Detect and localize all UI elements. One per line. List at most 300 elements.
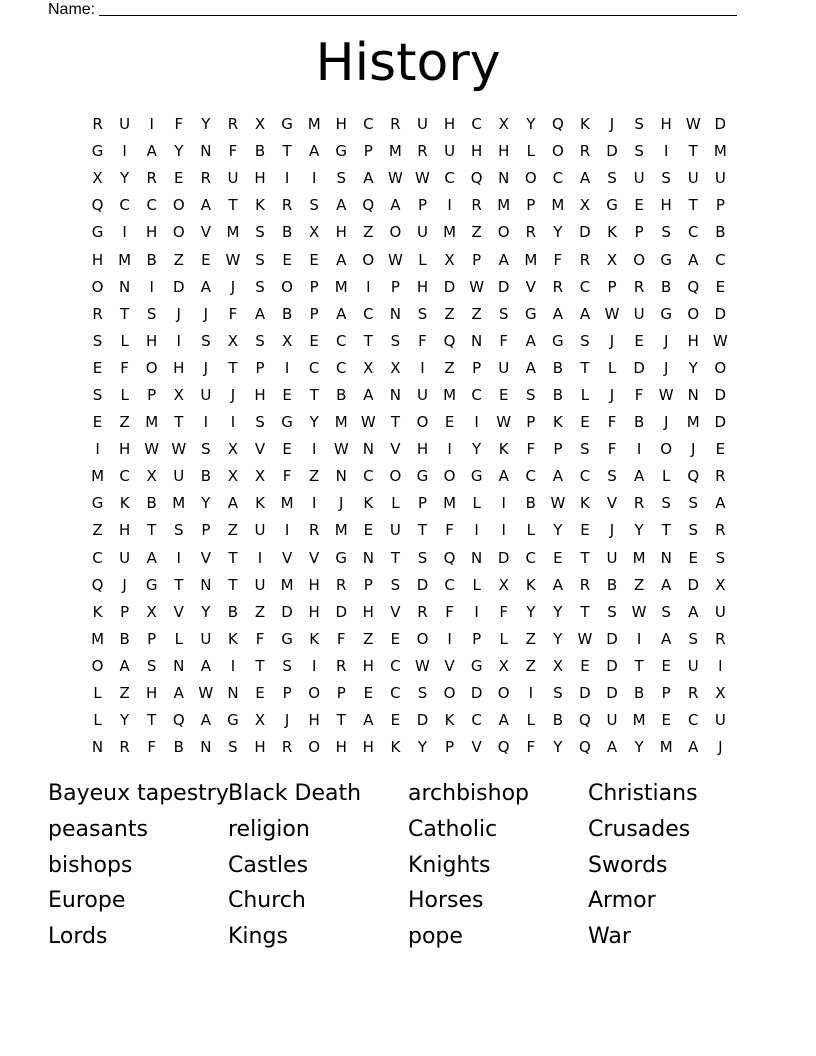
grid-letter[interactable]: L	[174, 629, 183, 648]
grid-letter[interactable]: P	[607, 277, 617, 296]
grid-letter[interactable]: C	[471, 385, 482, 404]
grid-letter[interactable]: W	[360, 413, 376, 432]
grid-letter[interactable]: K	[119, 494, 130, 513]
grid-letter[interactable]: T	[309, 385, 319, 404]
grid-letter[interactable]: L	[526, 521, 535, 540]
grid-letter[interactable]: I	[501, 494, 506, 513]
grid-letter[interactable]: J	[663, 331, 669, 350]
grid-letter[interactable]: L	[120, 385, 129, 404]
grid-letter[interactable]: R	[471, 196, 482, 215]
grid-letter[interactable]: I	[203, 413, 209, 432]
grid-letter[interactable]: H	[335, 223, 347, 242]
grid-letter[interactable]: C	[119, 196, 130, 215]
grid-letter[interactable]: X	[173, 385, 184, 404]
grid-letter[interactable]: S	[417, 548, 428, 567]
grid-letter[interactable]: R	[92, 115, 103, 134]
grid-letter[interactable]: S	[661, 169, 671, 188]
grid-letter[interactable]: R	[579, 250, 591, 269]
grid-letter[interactable]: V	[390, 440, 401, 459]
grid-letter[interactable]: S	[580, 440, 590, 459]
grid-letter[interactable]: B	[633, 684, 645, 703]
grid-letter[interactable]: M	[632, 548, 646, 567]
grid-letter[interactable]: S	[390, 575, 401, 594]
grid-letter[interactable]: X	[715, 684, 726, 703]
grid-letter[interactable]: I	[528, 684, 533, 703]
grid-letter[interactable]: H	[362, 656, 374, 675]
grid-letter[interactable]: R	[146, 169, 157, 188]
grid-letter[interactable]: W	[604, 304, 620, 323]
grid-letter[interactable]: K	[390, 738, 401, 757]
grid-letter[interactable]: W	[469, 277, 485, 296]
grid-letter[interactable]: P	[715, 196, 725, 215]
grid-letter[interactable]: M	[443, 494, 457, 513]
grid-letter[interactable]: R	[579, 575, 591, 594]
grid-letter[interactable]: G	[335, 548, 348, 567]
grid-letter[interactable]: O	[633, 250, 645, 269]
grid-letter[interactable]: T	[336, 711, 346, 730]
grid-letter[interactable]: C	[146, 196, 157, 215]
grid-letter[interactable]: H	[146, 684, 158, 703]
grid-letter[interactable]: G	[470, 467, 483, 486]
grid-letter[interactable]: N	[362, 548, 374, 567]
grid-letter[interactable]: N	[362, 440, 374, 459]
grid-letter[interactable]: Z	[633, 575, 645, 594]
grid-letter[interactable]: R	[525, 223, 536, 242]
grid-letter[interactable]: U	[416, 115, 428, 134]
grid-letter[interactable]: O	[145, 358, 158, 377]
grid-letter[interactable]: S	[255, 250, 265, 269]
grid-letter[interactable]: Q	[443, 331, 456, 350]
grid-letter[interactable]: S	[146, 656, 157, 675]
grid-letter[interactable]: Y	[553, 602, 563, 621]
grid-letter[interactable]: Z	[525, 629, 536, 648]
grid-letter[interactable]: T	[580, 602, 590, 621]
grid-letter[interactable]: S	[688, 521, 699, 540]
grid-letter[interactable]: O	[91, 277, 104, 296]
grid-letter[interactable]: C	[119, 467, 130, 486]
grid-letter[interactable]: W	[550, 494, 566, 513]
grid-letter[interactable]: M	[713, 142, 727, 161]
grid-letter[interactable]: F	[228, 142, 238, 161]
grid-letter[interactable]: N	[687, 385, 699, 404]
grid-letter[interactable]: R	[579, 142, 591, 161]
grid-letter[interactable]: H	[416, 440, 429, 459]
grid-letter[interactable]: T	[174, 575, 184, 594]
grid-letter[interactable]: T	[390, 548, 400, 567]
grid-letter[interactable]: S	[688, 629, 699, 648]
grid-letter[interactable]: H	[91, 250, 104, 269]
grid-letter[interactable]: I	[176, 331, 181, 350]
grid-letter[interactable]: E	[580, 413, 590, 432]
grid-letter[interactable]: S	[255, 277, 265, 296]
grid-letter[interactable]: B	[119, 629, 130, 648]
grid-letter[interactable]: B	[552, 385, 564, 404]
grid-letter[interactable]: H	[254, 385, 266, 404]
grid-letter[interactable]: Q	[687, 467, 700, 486]
grid-letter[interactable]: P	[526, 413, 536, 432]
grid-letter[interactable]: L	[93, 684, 102, 703]
grid-letter[interactable]: F	[228, 304, 238, 323]
grid-letter[interactable]: P	[445, 738, 455, 757]
grid-letter[interactable]: T	[120, 304, 130, 323]
grid-letter[interactable]: M	[551, 196, 565, 215]
grid-letter[interactable]: K	[525, 575, 536, 594]
grid-letter[interactable]: H	[118, 440, 131, 459]
grid-letter[interactable]: I	[474, 413, 479, 432]
grid-letter[interactable]: K	[607, 223, 617, 242]
grid-letter[interactable]: A	[363, 385, 374, 404]
grid-letter[interactable]: G	[145, 575, 158, 594]
grid-letter[interactable]: S	[661, 494, 671, 513]
grid-letter[interactable]: O	[416, 629, 429, 648]
grid-letter[interactable]: I	[149, 277, 154, 296]
grid-letter[interactable]: X	[281, 331, 293, 350]
grid-letter[interactable]: U	[633, 304, 645, 323]
grid-letter[interactable]: E	[309, 331, 319, 350]
grid-letter[interactable]: B	[146, 494, 157, 513]
grid-letter[interactable]: O	[660, 440, 673, 459]
grid-letter[interactable]: J	[203, 358, 209, 377]
grid-letter[interactable]: S	[553, 684, 563, 703]
grid-letter[interactable]: E	[92, 358, 103, 377]
grid-letter[interactable]: U	[119, 548, 131, 567]
grid-letter[interactable]: W	[631, 602, 647, 621]
grid-letter[interactable]: E	[634, 331, 644, 350]
grid-letter[interactable]: E	[309, 250, 319, 269]
grid-letter[interactable]: U	[606, 548, 618, 567]
grid-letter[interactable]: Q	[687, 277, 700, 296]
grid-letter[interactable]: C	[336, 358, 347, 377]
grid-letter[interactable]: W	[387, 169, 403, 188]
grid-letter[interactable]: M	[659, 738, 673, 757]
grid-letter[interactable]: S	[309, 196, 319, 215]
grid-letter[interactable]: U	[606, 711, 618, 730]
grid-letter[interactable]: T	[580, 358, 590, 377]
grid-letter[interactable]: V	[390, 602, 401, 621]
grid-letter[interactable]: E	[201, 250, 211, 269]
grid-letter[interactable]: M	[91, 629, 105, 648]
grid-letter[interactable]: H	[362, 738, 374, 757]
grid-letter[interactable]: R	[281, 738, 293, 757]
grid-letter[interactable]: O	[389, 223, 402, 242]
grid-letter[interactable]: C	[444, 169, 455, 188]
grid-letter[interactable]: T	[282, 142, 292, 161]
grid-letter[interactable]: I	[95, 440, 100, 459]
grid-letter[interactable]: D	[172, 277, 185, 296]
grid-letter[interactable]: X	[227, 440, 239, 459]
grid-letter[interactable]: E	[634, 196, 644, 215]
grid-letter[interactable]: A	[173, 684, 184, 703]
grid-letter[interactable]: Y	[634, 521, 644, 540]
grid-letter[interactable]: S	[688, 494, 699, 513]
grid-letter[interactable]: T	[174, 413, 184, 432]
grid-letter[interactable]: E	[390, 711, 401, 730]
grid-letter[interactable]: A	[309, 142, 320, 161]
grid-letter[interactable]: S	[661, 223, 671, 242]
grid-letter[interactable]: Y	[309, 413, 319, 432]
grid-letter[interactable]: D	[633, 358, 645, 377]
grid-letter[interactable]: I	[474, 521, 479, 540]
grid-letter[interactable]: D	[606, 656, 618, 675]
grid-letter[interactable]: G	[91, 494, 104, 513]
grid-letter[interactable]: T	[688, 196, 698, 215]
grid-letter[interactable]: X	[92, 169, 103, 188]
grid-letter[interactable]: M	[334, 521, 348, 540]
grid-letter[interactable]: E	[444, 413, 455, 432]
grid-letter[interactable]: P	[472, 629, 482, 648]
grid-letter[interactable]: J	[663, 413, 669, 432]
grid-letter[interactable]: I	[284, 169, 290, 188]
grid-letter[interactable]: D	[579, 684, 591, 703]
grid-letter[interactable]: K	[255, 494, 265, 513]
grid-letter[interactable]: A	[688, 738, 699, 757]
grid-letter[interactable]: E	[282, 385, 292, 404]
grid-letter[interactable]: G	[91, 223, 104, 242]
grid-letter[interactable]: C	[390, 656, 401, 675]
grid-letter[interactable]: S	[92, 331, 103, 350]
grid-letter[interactable]: Y	[553, 521, 563, 540]
grid-letter[interactable]: A	[688, 250, 699, 269]
grid-letter[interactable]: J	[339, 494, 344, 513]
grid-letter[interactable]: N	[227, 684, 239, 703]
grid-letter[interactable]: I	[474, 602, 479, 621]
grid-letter[interactable]: I	[311, 494, 317, 513]
grid-letter[interactable]: K	[498, 440, 509, 459]
grid-letter[interactable]: W	[712, 331, 728, 350]
grid-letter[interactable]: N	[471, 331, 483, 350]
grid-letter[interactable]: M	[686, 413, 700, 432]
grid-letter[interactable]: F	[526, 738, 536, 757]
grid-letter[interactable]: X	[363, 358, 374, 377]
grid-letter[interactable]: C	[471, 711, 482, 730]
grid-letter[interactable]: I	[149, 115, 154, 134]
grid-letter[interactable]: T	[228, 358, 238, 377]
grid-letter[interactable]: T	[228, 548, 238, 567]
grid-letter[interactable]: J	[609, 331, 615, 350]
grid-letter[interactable]: P	[309, 277, 319, 296]
grid-letter[interactable]: X	[444, 250, 455, 269]
grid-letter[interactable]: B	[173, 738, 184, 757]
grid-letter[interactable]: U	[416, 223, 428, 242]
grid-letter[interactable]: S	[607, 169, 617, 188]
grid-letter[interactable]: O	[362, 250, 375, 269]
grid-letter[interactable]: S	[526, 385, 536, 404]
grid-letter[interactable]: Y	[634, 738, 644, 757]
grid-letter[interactable]: T	[147, 521, 157, 540]
grid-letter[interactable]: B	[552, 358, 564, 377]
grid-letter[interactable]: O	[714, 358, 727, 377]
grid-letter[interactable]: Y	[553, 223, 563, 242]
grid-letter[interactable]: O	[308, 684, 321, 703]
grid-letter[interactable]: T	[390, 413, 400, 432]
grid-letter[interactable]: P	[120, 602, 130, 621]
grid-letter[interactable]: X	[579, 196, 591, 215]
grid-letter[interactable]: L	[472, 494, 481, 513]
grid-letter[interactable]: E	[580, 521, 590, 540]
grid-letter[interactable]: T	[228, 196, 238, 215]
grid-letter[interactable]: D	[416, 575, 429, 594]
grid-letter[interactable]: U	[444, 142, 456, 161]
grid-letter[interactable]: S	[201, 331, 211, 350]
grid-letter[interactable]: F	[553, 250, 563, 269]
grid-letter[interactable]: C	[688, 711, 699, 730]
grid-letter[interactable]: U	[687, 169, 699, 188]
grid-letter[interactable]: T	[661, 521, 671, 540]
grid-letter[interactable]: A	[552, 467, 563, 486]
grid-letter[interactable]: Z	[227, 521, 239, 540]
grid-letter[interactable]: Y	[201, 115, 211, 134]
grid-letter[interactable]: Y	[417, 738, 428, 757]
grid-letter[interactable]: K	[363, 494, 374, 513]
grid-letter[interactable]: O	[172, 196, 185, 215]
grid-letter[interactable]: A	[552, 304, 563, 323]
grid-letter[interactable]: H	[335, 738, 347, 757]
grid-letter[interactable]: P	[147, 385, 157, 404]
grid-letter[interactable]: Z	[173, 250, 184, 269]
grid-letter[interactable]: H	[146, 331, 158, 350]
grid-letter[interactable]: P	[417, 494, 427, 513]
grid-letter[interactable]: Z	[254, 602, 266, 621]
grid-letter[interactable]: F	[607, 413, 617, 432]
grid-letter[interactable]: O	[91, 656, 104, 675]
grid-letter[interactable]: I	[663, 142, 669, 161]
grid-letter[interactable]: J	[609, 521, 615, 540]
grid-letter[interactable]: M	[307, 115, 321, 134]
grid-letter[interactable]: C	[579, 467, 591, 486]
grid-letter[interactable]: C	[363, 115, 374, 134]
grid-letter[interactable]: D	[687, 575, 700, 594]
grid-letter[interactable]: Q	[470, 169, 483, 188]
grid-letter[interactable]: E	[174, 169, 184, 188]
grid-letter[interactable]: B	[606, 575, 618, 594]
grid-letter[interactable]: N	[91, 738, 104, 757]
grid-letter[interactable]: A	[336, 196, 347, 215]
grid-letter[interactable]: G	[281, 629, 293, 648]
grid-letter[interactable]: U	[687, 656, 699, 675]
grid-letter[interactable]: M	[145, 413, 159, 432]
grid-letter[interactable]: U	[173, 467, 185, 486]
grid-letter[interactable]: T	[147, 711, 157, 730]
grid-letter[interactable]: V	[200, 548, 211, 567]
grid-letter[interactable]: W	[577, 629, 593, 648]
grid-letter[interactable]: N	[498, 169, 510, 188]
grid-letter[interactable]: I	[311, 440, 317, 459]
grid-letter[interactable]: U	[119, 115, 131, 134]
grid-letter[interactable]: A	[336, 304, 347, 323]
grid-letter[interactable]: C	[363, 467, 374, 486]
grid-letter[interactable]: Z	[119, 413, 130, 432]
grid-letter[interactable]: D	[579, 223, 591, 242]
grid-letter[interactable]: B	[254, 142, 266, 161]
grid-letter[interactable]: E	[282, 250, 292, 269]
grid-letter[interactable]: I	[447, 629, 452, 648]
grid-letter[interactable]: G	[660, 304, 672, 323]
grid-letter[interactable]: A	[200, 196, 211, 215]
grid-letter[interactable]: O	[172, 223, 185, 242]
grid-letter[interactable]: M	[497, 196, 511, 215]
grid-letter[interactable]: E	[580, 656, 590, 675]
grid-letter[interactable]: Q	[362, 196, 375, 215]
grid-letter[interactable]: H	[173, 358, 185, 377]
grid-letter[interactable]: J	[176, 304, 181, 323]
grid-letter[interactable]: A	[579, 304, 591, 323]
grid-letter[interactable]: L	[418, 250, 427, 269]
grid-letter[interactable]: P	[282, 684, 292, 703]
grid-letter[interactable]: A	[390, 196, 401, 215]
grid-letter[interactable]: O	[551, 142, 564, 161]
grid-letter[interactable]: J	[691, 440, 696, 459]
grid-letter[interactable]: U	[416, 385, 428, 404]
grid-letter[interactable]: C	[525, 467, 537, 486]
grid-letter[interactable]: M	[334, 413, 348, 432]
grid-letter[interactable]: F	[445, 602, 454, 621]
grid-letter[interactable]: P	[363, 575, 373, 594]
grid-letter[interactable]: S	[417, 304, 428, 323]
grid-letter[interactable]: X	[498, 575, 509, 594]
grid-letter[interactable]: I	[420, 358, 425, 377]
grid-letter[interactable]: Y	[201, 494, 211, 513]
grid-letter[interactable]: T	[634, 656, 644, 675]
grid-letter[interactable]: S	[634, 142, 644, 161]
grid-letter[interactable]: R	[552, 277, 564, 296]
grid-letter[interactable]: D	[497, 548, 510, 567]
grid-letter[interactable]: O	[497, 223, 510, 242]
grid-letter[interactable]: I	[284, 358, 290, 377]
grid-letter[interactable]: E	[363, 521, 374, 540]
grid-letter[interactable]: A	[552, 575, 563, 594]
grid-letter[interactable]: A	[146, 142, 157, 161]
grid-letter[interactable]: T	[688, 142, 698, 161]
grid-letter[interactable]: I	[311, 169, 317, 188]
grid-letter[interactable]: K	[444, 711, 455, 730]
grid-letter[interactable]: Q	[579, 711, 591, 730]
grid-letter[interactable]: O	[308, 738, 321, 757]
grid-letter[interactable]: U	[389, 521, 401, 540]
grid-letter[interactable]: Y	[553, 629, 563, 648]
grid-letter[interactable]: W	[415, 656, 430, 675]
grid-letter[interactable]: D	[714, 413, 727, 432]
grid-letter[interactable]: C	[390, 684, 401, 703]
grid-letter[interactable]: M	[632, 711, 646, 730]
grid-letter[interactable]: O	[687, 304, 700, 323]
grid-letter[interactable]: Y	[201, 602, 211, 621]
grid-letter[interactable]: Z	[444, 304, 455, 323]
grid-letter[interactable]: E	[498, 385, 509, 404]
grid-letter[interactable]: R	[281, 196, 293, 215]
grid-letter[interactable]: J	[609, 115, 615, 134]
grid-letter[interactable]: K	[228, 629, 238, 648]
grid-letter[interactable]: S	[201, 440, 211, 459]
grid-letter[interactable]: B	[281, 304, 293, 323]
grid-letter[interactable]: G	[227, 711, 239, 730]
grid-letter[interactable]: E	[255, 684, 265, 703]
grid-letter[interactable]: I	[284, 521, 290, 540]
grid-letter[interactable]: N	[119, 277, 131, 296]
grid-letter[interactable]: Y	[688, 358, 698, 377]
grid-letter[interactable]: I	[122, 223, 127, 242]
grid-letter[interactable]: R	[715, 629, 726, 648]
grid-letter[interactable]: S	[282, 656, 292, 675]
grid-letter[interactable]: D	[335, 602, 348, 621]
grid-letter[interactable]: B	[336, 385, 347, 404]
grid-letter[interactable]: F	[255, 629, 265, 648]
grid-letter[interactable]: A	[227, 494, 239, 513]
grid-letter[interactable]: A	[661, 629, 672, 648]
grid-letter[interactable]: M	[388, 142, 402, 161]
grid-letter[interactable]: L	[662, 467, 671, 486]
grid-letter[interactable]: G	[552, 331, 564, 350]
grid-letter[interactable]: C	[444, 575, 455, 594]
